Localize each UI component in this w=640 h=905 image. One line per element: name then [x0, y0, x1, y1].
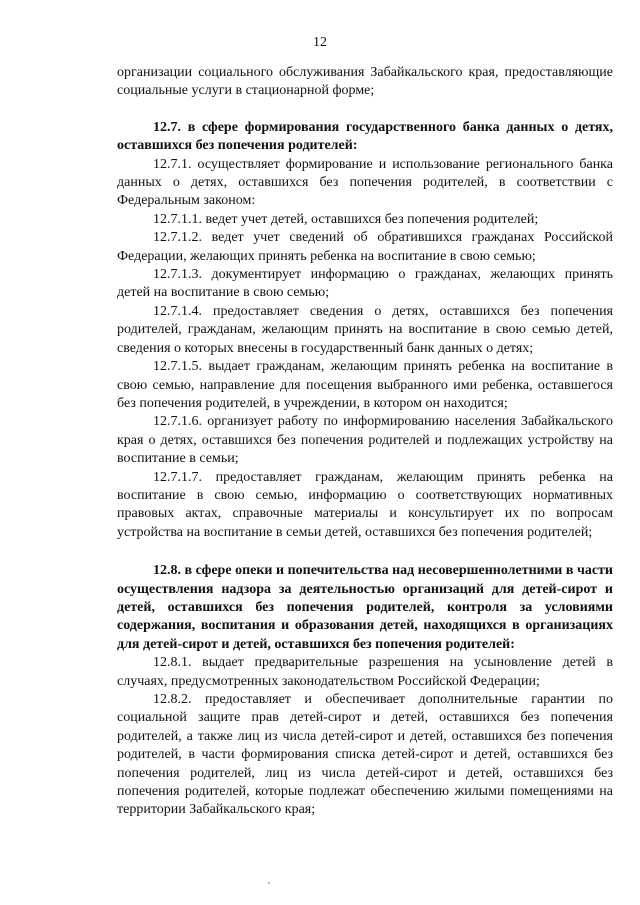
paragraph-12-7-1-5: 12.7.1.5. выдает гражданам, желающим принять ребенка на воспитание в свою семью, направление для посещения выбранного ими ребенка, оставшегося без попечения родителей, в учреждении, в котором он находится;: [117, 359, 613, 411]
paragraph-continuation: организации социального обслуживания Забайкальского края, предоставляющие социальные услуги в стационарной форме;: [117, 65, 613, 99]
page-number: 12: [313, 35, 327, 50]
paragraph-12-7-1-4: 12.7.1.4. предоставляет сведения о детях, оставшихся без попечения родителей, гражданам, желающим принять на воспитание в свою семью детей, сведения о которых внесены в государственный банк данных о детях;: [117, 303, 613, 356]
paragraph-12-7-1: 12.7.1. осуществляет формирование и использование регионального банка данных о детях, оставшихся без попечения родителей, в соответствии с Федеральным законом:: [117, 156, 613, 209]
paragraph-12-8-2: 12.8.2. предоставляет и обеспечивает дополнительные гарантии по социальной защите прав детей-сирот и детей, оставшихся без попечения родителей, а также лиц из числа детей-сирот и детей, оставшихся без попечения родителей, в части формирования списка детей-сирот и детей, оставшихся без попечения родителей, лиц из числа детей-сирот и детей, оставшихся без попечения родителей, которые подлежат обеспечению жилыми помещениями на территории Забайкальского края;: [117, 692, 613, 818]
paragraph-12-7-1-3: 12.7.1.3. документирует информацию о гражданах, желающих принять детей на воспитание в свою семью;: [117, 267, 613, 301]
paragraph-12-8-1: 12.8.1. выдает предварительные разрешения на усыновление детей в случаях, предусмотренных законодательством Российской Федерации;: [117, 655, 613, 689]
paragraph-12-7-1-7: 12.7.1.7. предоставляет гражданам, желающим принять ребенка на воспитание в свою семью, информацию о соответствующих нормативных правовых актах, справочные материалы и консультирует их по вопросам устройства на воспитание в семьи детей, оставшихся без попечения родителей;: [117, 469, 613, 540]
document-body: [117, 64, 613, 820]
section-heading-12-8: 12.8. в сфере опеки и попечительства над несовершеннолетними в части осуществления надзора за деятельностью организаций для детей-сирот и детей, оставшихся без попечения родителей, контроля за условиями содержания, воспитания и образования детей, находящихся в организациях для детей-сирот и детей, оставшихся без попечения родителей:: [117, 563, 613, 652]
scan-speck: [268, 882, 270, 884]
paragraph-12-7-1-6: 12.7.1.6. организует работу по информированию населения Забайкальского края о детях, оставшихся без попечения родителей и подлежащих устройству на воспитание в семьи;: [117, 414, 613, 467]
paragraph-12-7-1-1: 12.7.1.1. ведет учет детей, оставшихся без попечения родителей;: [153, 211, 539, 227]
paragraph-12-7-1-2: 12.7.1.2. ведет учет сведений об обратившихся гражданах Российской Федерации, желающих принять ребенка на воспитание в свою семью;: [117, 230, 613, 264]
section-heading-12-7: 12.7. в сфере формирования государственного банка данных о детях, оставшихся без попечения родителей:: [117, 119, 613, 154]
